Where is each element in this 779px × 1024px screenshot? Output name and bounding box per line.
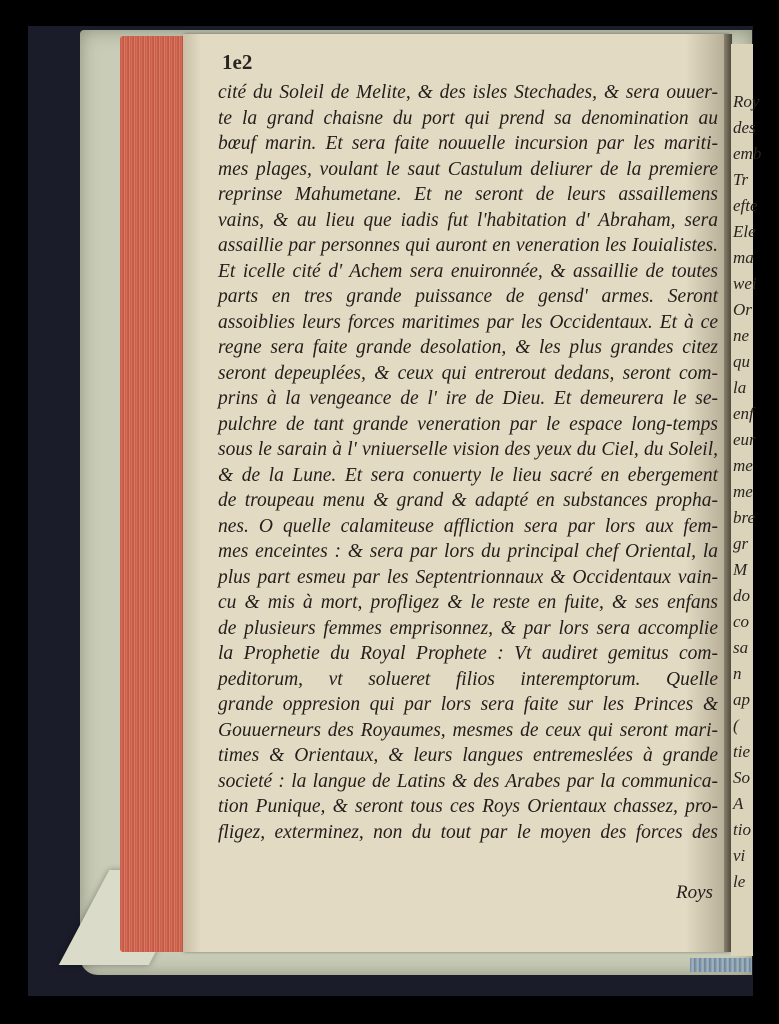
- text-line: tion Punique, & seront tous ces Roys Orientaux chassez, pro-: [218, 796, 718, 817]
- facing-page-fragment: co: [733, 612, 750, 631]
- text-line: sous le sarain à l' vniuerselle vision des yeux du Ciel, du Soleil,: [218, 439, 718, 460]
- facing-page-fragment: (: [733, 716, 739, 735]
- facing-page-fragment: eur: [733, 430, 756, 449]
- facing-page-fragment: le: [733, 872, 746, 891]
- text-line: Et icelle cité d' Achem sera enuironnée, & assaillie de toutes: [218, 260, 718, 282]
- text-line: mes enceintes : & sera par lors du principal chef Oriental, la: [218, 541, 718, 562]
- text-line: plus part esmeu par les Septentrionnaux & Occidentaux vain-: [218, 566, 718, 588]
- text-line: seront depeuplées, & ceux qui entrerout dedans, seront com-: [218, 362, 718, 384]
- text-line: assaillie par personnes qui auront en veneration les Iouialistes.: [218, 235, 718, 256]
- facing-page-fragment: A: [733, 794, 744, 813]
- facing-page-fragment: me: [733, 482, 753, 501]
- text-line: regne sera faite grande desolation, & les plus grandes citez: [218, 337, 718, 358]
- facing-page-fragment: qu: [733, 352, 750, 371]
- text-line: times & Orientaux, & leurs langues entremeslées à grande: [218, 745, 718, 766]
- text-line: nes. O quelle calamiteuse affliction sera par lors aux fem-: [218, 515, 718, 537]
- text-line: cu & mis à mort, profligez & le reste en fuite, & ses enfans: [218, 592, 718, 613]
- page-text: [218, 80, 718, 845]
- text-line: & de la Lune. Et sera conuerty le lieu sacré en ebergement: [218, 464, 718, 486]
- facing-page-fragment: ne: [733, 326, 750, 345]
- catchword: Roys: [676, 882, 713, 903]
- facing-page-fragment: So: [733, 768, 750, 787]
- text-line: prins à la vengeance de l' ire de Dieu. Et demeurera le se-: [218, 388, 718, 409]
- facing-page-fragment: wei: [733, 274, 757, 293]
- text-line: cité du Soleil de Melite, & des isles Stechades, & sera ouuer-: [218, 82, 718, 103]
- marbled-endpaper-strip: [690, 958, 752, 972]
- facing-page-fragment: do: [733, 586, 750, 605]
- facing-page: [731, 44, 762, 956]
- facing-page-fragment: gr: [733, 534, 749, 553]
- facing-page-fragment: enf: [733, 404, 754, 423]
- text-line: te la grand chaisne du port qui prend sa denomination au: [218, 107, 718, 129]
- text-line: Gouuerneurs des Royaumes, mesmes de ceux qui seront mari-: [218, 719, 718, 741]
- facing-page-fragment: des: [733, 118, 756, 137]
- facing-page-fragment: Or: [733, 300, 752, 319]
- facing-page-fragment: tie: [733, 742, 750, 761]
- text-line: assoiblies leurs forces maritimes par les Occidentaux. Et à ce: [218, 311, 718, 333]
- facing-page-fragment: efte: [733, 196, 758, 215]
- facing-page-fragment: Ele: [733, 222, 756, 241]
- text-line: de troupeau menu & grand & adapté en substances propha-: [218, 490, 718, 511]
- facing-page-fragment: bre: [733, 508, 756, 527]
- facing-page-fragment: M: [733, 560, 748, 579]
- text-line: peditorum, vt solueret filios interemptorum. Quelle: [218, 668, 718, 690]
- facing-page-fragment: Roy: [733, 92, 760, 111]
- red-page-edges: [120, 36, 190, 952]
- text-line: reprinse Mahumetane. Et ne seront de leurs assaillemens: [218, 184, 718, 205]
- facing-page-fragment: tio: [733, 820, 751, 839]
- text-line: parts en tres grande puissance de gensd' armes. Seront: [218, 286, 718, 307]
- text-line: vains, & au lieu que iadis fut l'habitation d' Abraham, sera: [218, 209, 718, 231]
- facing-page-fragment: me: [733, 456, 753, 475]
- text-line: pulchre de tant grande veneration par le espace long-temps: [218, 413, 718, 435]
- facing-page-fragment: Tr: [733, 170, 749, 189]
- facing-page-fragment: ma: [733, 248, 754, 267]
- text-line: bœuf marin. Et sera faite nouuelle incursion par les mariti-: [218, 133, 718, 154]
- facing-page-fragment: sa: [733, 638, 749, 657]
- text-line: de plusieurs femmes emprisonnez, & par lors sera accomplie: [218, 617, 718, 639]
- facing-page-fragment: ap: [733, 690, 750, 709]
- text-line: la Prophetie du Royal Prophete : Vt audiret gemitus com-: [218, 643, 718, 664]
- text-line: fligez, exterminez, non du tout par le moyen des forces des: [218, 821, 718, 843]
- text-line: grande oppresion qui par lors sera faite sur les Princes &: [218, 694, 718, 715]
- facing-page-fragment: emb: [733, 144, 762, 163]
- facing-page-fragment: la: [733, 378, 747, 397]
- facing-page-fragment: n: [733, 664, 742, 683]
- facing-page-fragment: vi: [733, 846, 746, 865]
- page-number: 1e2: [222, 50, 253, 74]
- text-line: mes plages, voulant le saut Castulum deliurer de la premiere: [218, 158, 718, 180]
- text-line: societé : la langue de Latins & des Arabes par la communica-: [218, 770, 718, 792]
